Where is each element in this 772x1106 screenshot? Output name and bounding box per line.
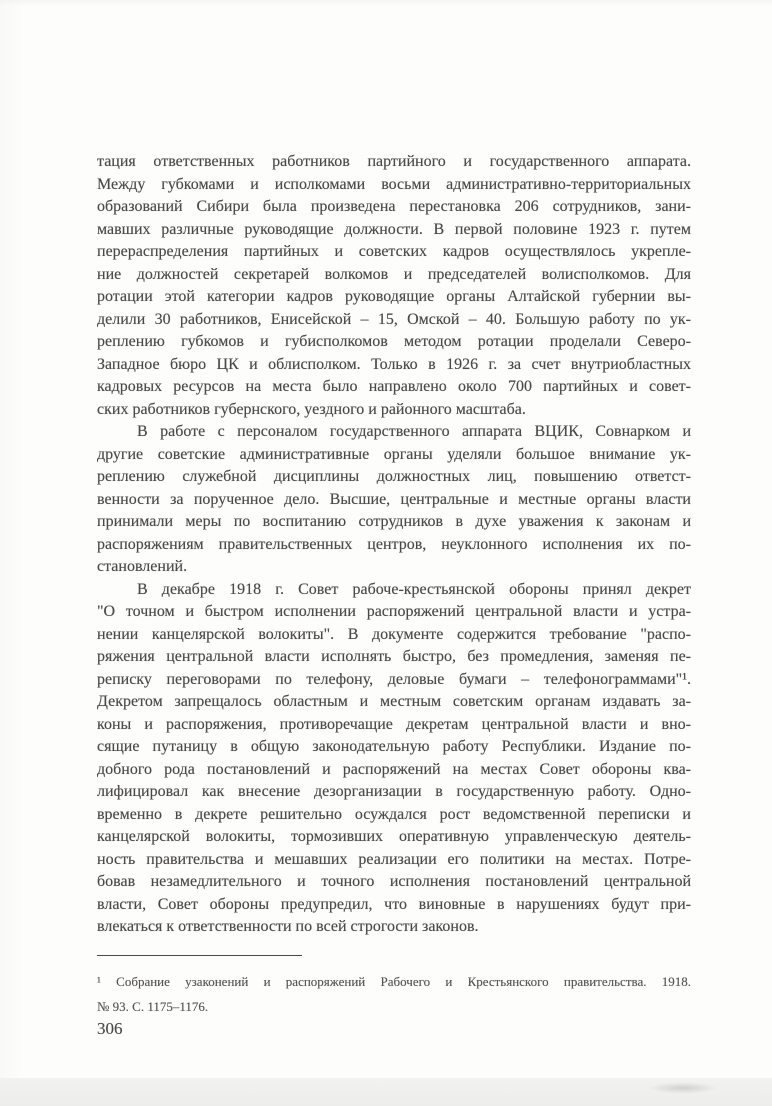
page-number: 306 [97,1019,123,1038]
footnote [97,969,691,1019]
text-line: добного рода постановлений и распоряжений на местах Совет обороны ква- [97,760,691,778]
text-line: В декабре 1918 г. Совет рабоче-крестьянской обороны принял декрет [137,580,691,598]
text-line: тация ответственных работников партийного и государственного аппарата. [97,153,691,170]
scan-edge-artifact-left [0,0,24,1106]
scan-smudge-artifact [648,1082,718,1094]
text-line: реписку переговорами по телефону, деловые бумаги – телефонограммами"¹. [97,670,691,688]
body-text [97,151,691,939]
text-line: Декретом запрещалось областным и местным советским органам издавать за- [97,693,691,710]
text-line: ние должностей секретарей волкомов и председателей волисполкомов. Для [97,265,691,283]
text-line: венности за порученное дело. Высшие, центральные и местные органы власти [97,490,691,508]
text-line: кадровых ресурсов на места было направлено около 700 партийных и совет- [97,378,691,395]
text-line: ность правительства и мешавших реализации его политики на местах. Потре- [97,850,691,868]
paragraph [97,421,691,579]
text-line: ских работников губернского, уездного и районного масштаба. [97,400,526,418]
text-line: принимали меры по воспитанию сотрудников в духе уважения к законам и [97,513,691,530]
text-line: ротации этой категории кадров руководящие органы Алтайской губернии вы- [97,288,691,305]
text-line: другие советские административные органы уделяли большое внимание ук- [97,445,691,463]
text-line: становлений. [97,558,188,575]
text-line: сящие путаницу в общую законодательную работу Республики. Издание по- [97,738,691,755]
text-line: делили 30 работников, Енисейской – 15, Омской – 40. Большую работу по ук- [97,310,691,328]
footnote-separator [97,955,302,956]
text-line: Между губкомами и исполкомами восьми административно-территориальных [97,175,691,193]
text-line: образований Сибири была произведена перестановка 206 сотрудников, зани- [97,198,691,215]
text-line: нении канцелярской волокиты". В документе содержится требование "распо- [97,625,691,643]
text-line: "О точном и быстром исполнении распоряжений центральной власти и устра- [97,603,691,620]
paragraph [97,579,691,939]
text-line: реплению служебной дисциплины должностных лиц, повышению ответст- [97,468,691,485]
text-line: лифицировал как внесение дезорганизации в государственную работу. Одно- [97,783,691,800]
text-line: реплению губкомов и губисполкомов методом ротации проделали Северо- [97,333,691,350]
text-line: влекаться к ответственности по всей строгости законов. [97,918,479,935]
footnote-line: ¹ Собрание узаконений и распоряжений Рабочего и Крестьянского правительства. 1918. [97,974,691,989]
text-line: временно в декрете решительно осуждался рост ведомственной переписки и [97,805,691,823]
footnote-line: № 93. С. 1175–1176. [97,999,209,1014]
text-line: власти, Совет обороны предупредил, что виновные в нарушениях будут при- [97,895,691,913]
text-line: распоряжениям правительственных центров, неуклонного исполнения их по- [97,535,691,553]
text-line: В работе с персоналом государственного аппарата ВЦИК, Совнарком и [137,423,691,440]
text-line: Западное бюро ЦК и облисполком. Только в 1926 г. за счет внутриобластных [97,355,691,373]
text-line: коны и распоряжения, противоречащие декретам центральной власти и вно- [97,715,691,733]
paragraph [97,151,691,421]
text-line: ряжения центральной власти исполнять быстро, без промедления, заменяя пе- [97,648,691,665]
text-line: бовав незамедлительного и точного исполнения постановлений центральной [97,873,691,890]
text-line: мавших различные руководящие должности. В первой половине 1923 г. путем [97,220,691,238]
scan-edge-artifact-top [0,0,772,6]
text-line: канцелярской волокиты, тормозивших оперативную управленческую деятель- [97,828,691,845]
text-line: перераспределения партийных и советских кадров осуществлялось укрепле- [97,243,691,260]
